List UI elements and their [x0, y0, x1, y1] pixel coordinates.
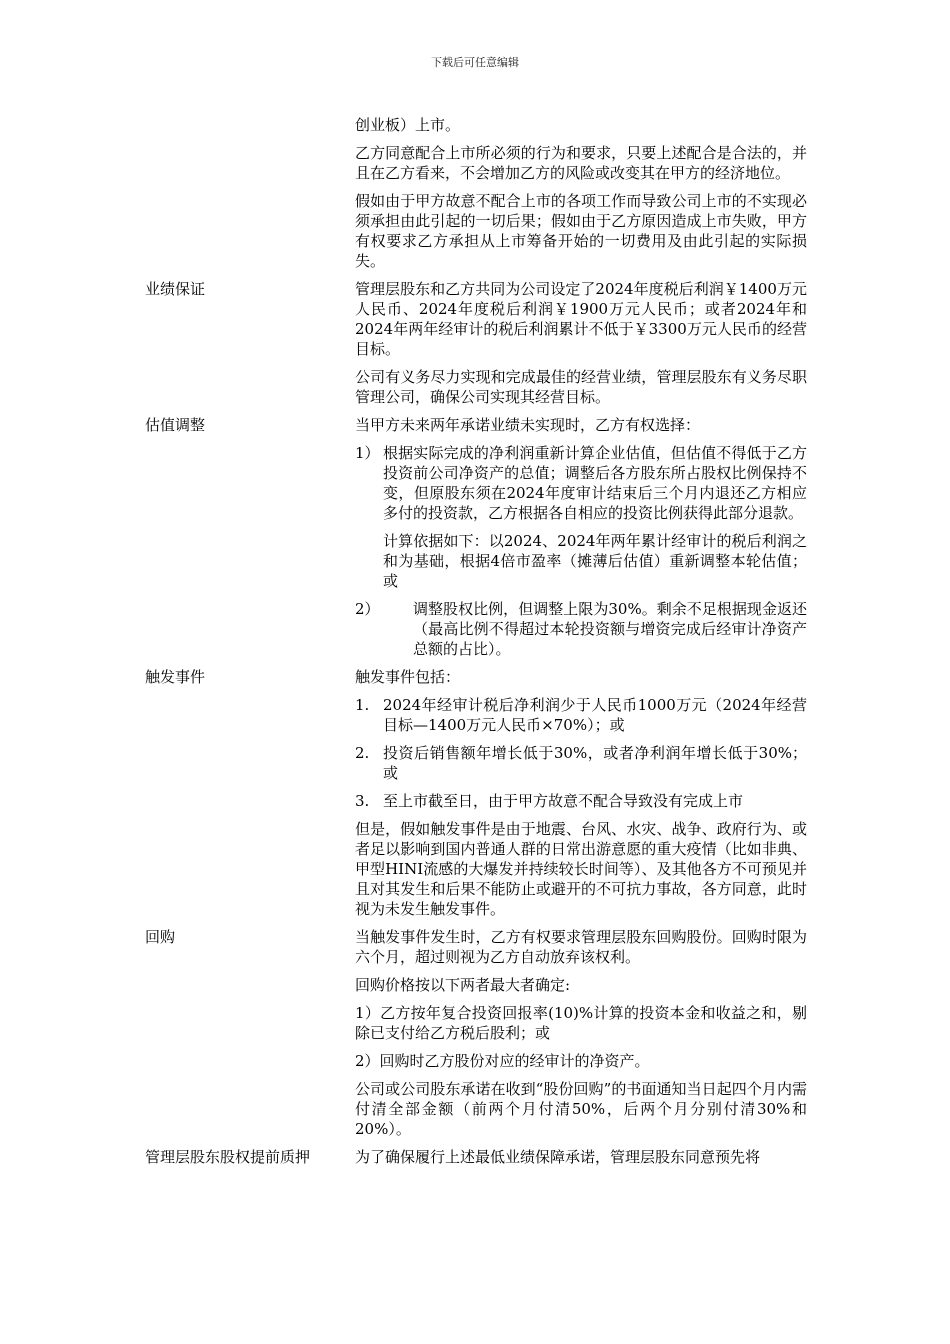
list-number: 1） — [355, 444, 380, 462]
paragraph: 当触发事件发生时，乙方有权要求管理层股东回购股份。回购时限为六个月，超过则视为乙方自动放弃该权利。 — [355, 928, 807, 966]
paragraph-indented: 计算依据如下：以2024、2024年两年累计经审计的税后利润之和为基础，根据4倍市盈率（摊薄后估值）重新调整本轮估值；或 — [383, 532, 807, 590]
list-item — [355, 443, 807, 523]
list-text: 根据实际完成的净利润重新计算企业估值，但估值不得低于乙方投资前公司净资产的总值；调整后各方股东所占股权比例保持不变，但原股东须在2024年度审计结束后三个月内退还乙方相应多付的投资款，乙方根据各自相应的投资比例获得此部分退款。 — [383, 444, 807, 522]
list-text: 调整股权比例，但调整上限为30%。剩余不足根据现金返还（最高比例不得超过本轮投资额与增资完成后经审计净资产总额的占比）。 — [413, 600, 807, 658]
section-label: 业绩保证 — [145, 280, 206, 298]
section-listing — [0, 115, 950, 279]
list-text: 投资后销售额年增长低于30%，或者净利润年增长低于30%；或 — [383, 744, 807, 782]
paragraph: 假如由于甲方故意不配合上市的各项工作而导致公司上市的不实现必须承担由此引起的一切后果；假如由于乙方原因造成上市失败，甲方有权要求乙方承担从上市筹备开始的一切费用及由此引起的实际损失。 — [355, 192, 807, 270]
list-number: 2） — [355, 600, 380, 618]
paragraph: 2）回购时乙方股份对应的经审计的净资产。 — [355, 1052, 650, 1070]
section-valuation — [0, 415, 950, 667]
list-number: 3. — [355, 792, 370, 810]
paragraph: 管理层股东和乙方共同为公司设定了2024年度税后利润￥1400万元人民币、2024年度税后利润￥1900万元人民币；或者2024年和2024年两年经审计的税后利润累计不低于￥3300万元人民币的经营目标。 — [355, 280, 807, 358]
paragraph: 当甲方未来两年承诺业绩未实现时，乙方有权选择： — [355, 416, 701, 434]
list-item — [355, 743, 807, 783]
paragraph: 为了确保履行上述最低业绩保障承诺，管理层股东同意预先将 — [355, 1148, 761, 1166]
page-header: 下载后可任意编辑 — [431, 56, 519, 69]
paragraph: 公司或公司股东承诺在收到“股份回购”的书面通知当日起四个月内需付清全部金额（前两个月付清50%，后两个月分别付清30%和20%）。 — [355, 1080, 807, 1138]
paragraph: 但是，假如触发事件是由于地震、台风、水灾、战争、政府行为、或者足以影响到国内普通人群的日常出游意愿的重大疫情（比如非典、甲型HINI流感的大爆发并持续较长时间等）、及其他各方不可预见并且对其发生和后果不能防止或避开的不可抗力事故，各方同意，此时视为未发生触发事件。 — [355, 820, 807, 918]
section-label: 管理层股东股权提前质押 — [145, 1148, 311, 1166]
section-body — [355, 1147, 807, 1175]
section-label-empty — [0, 115, 355, 279]
list-text: 2024年经审计税后净利润少于人民币1000万元（2024年经营目标—1400万元人民币×70%）；或 — [383, 696, 807, 734]
list-number: 2. — [355, 744, 370, 762]
paragraph: 创业板）上市。 — [355, 116, 461, 134]
section-body — [355, 667, 807, 927]
section-trigger — [0, 667, 950, 927]
list-text: 至上市截至日，由于甲方故意不配合导致没有完成上市 — [383, 792, 744, 810]
list-item — [355, 695, 807, 735]
section-body — [355, 415, 807, 667]
list-item — [355, 599, 807, 659]
list-number: 1. — [355, 696, 370, 714]
section-buyback — [0, 927, 950, 1147]
list-item — [355, 791, 807, 811]
paragraph: 回购价格按以下两者最大者确定: — [355, 976, 571, 994]
section-label: 回购 — [145, 928, 176, 946]
paragraph: 1）乙方按年复合投资回报率(10)%计算的投资本金和收益之和，剔除已支付给乙方税后股利；或 — [355, 1004, 807, 1042]
paragraph: 触发事件包括： — [355, 668, 461, 686]
section-performance — [0, 279, 950, 415]
document-body — [0, 115, 950, 1175]
section-label: 触发事件 — [145, 668, 206, 686]
paragraph: 乙方同意配合上市所必须的行为和要求，只要上述配合是合法的，并且在乙方看来，不会增加乙方的风险或改变其在甲方的经济地位。 — [355, 144, 807, 182]
section-body — [355, 279, 807, 415]
section-pledge — [0, 1147, 950, 1175]
paragraph: 公司有义务尽力实现和完成最佳的经营业绩，管理层股东有义务尽职管理公司，确保公司实现其经营目标。 — [355, 368, 807, 406]
section-label: 估值调整 — [145, 416, 206, 434]
section-body — [355, 115, 807, 279]
section-body — [355, 927, 807, 1147]
